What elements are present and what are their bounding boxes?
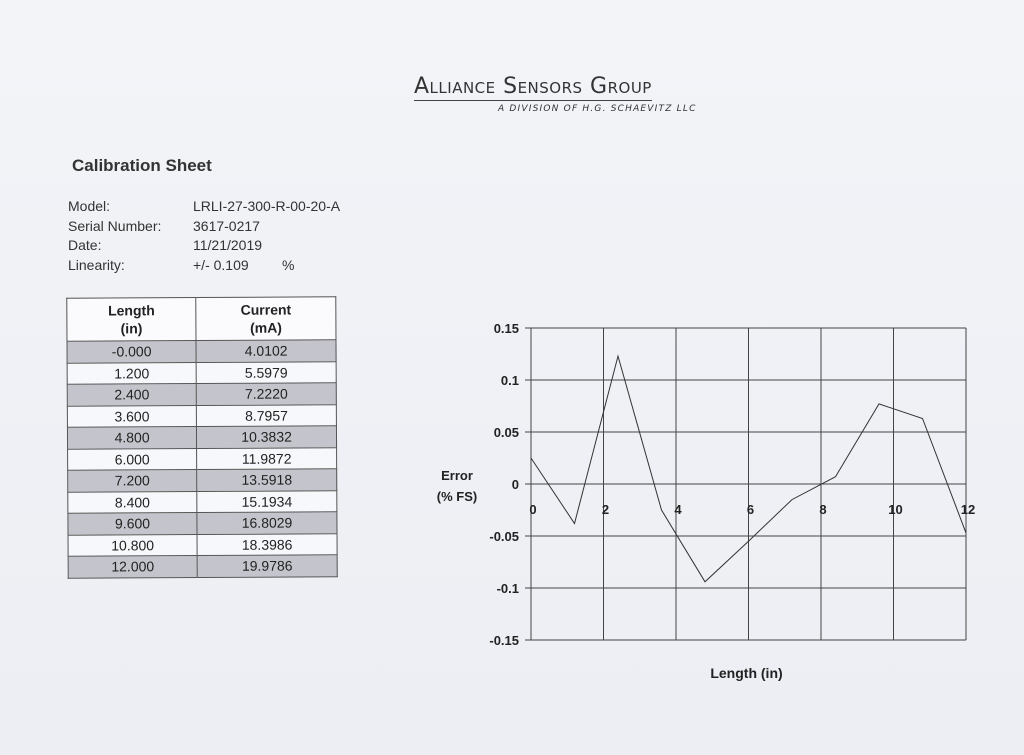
x-tick-label: 12: [960, 502, 976, 517]
error-chart-svg: [420, 310, 1000, 690]
length-cell: 8.400: [68, 491, 197, 513]
x-tick-label: 0: [529, 502, 537, 517]
y-tick-label: 0.1: [500, 373, 519, 388]
current-column-header: [196, 297, 336, 341]
company-name: Alliance Sensors Group: [414, 74, 652, 99]
y-tick-label: -0.15: [489, 633, 519, 648]
table-row: [68, 512, 337, 535]
table-row: [68, 533, 337, 556]
linearity-label: Linearity:: [68, 256, 125, 273]
length-cell: 12.000: [68, 556, 197, 578]
x-tick-label: 10: [888, 502, 903, 517]
table-header-row: [67, 297, 336, 341]
linearity-unit: %: [282, 256, 295, 273]
serial-label: Serial Number:: [68, 217, 162, 234]
current-cell: 15.1934: [197, 490, 337, 512]
length-cell: 9.600: [68, 513, 197, 535]
y-tick-label: 0.15: [493, 321, 519, 336]
table-row: [68, 555, 337, 578]
sheet-title: Calibration Sheet: [72, 156, 212, 175]
current-cell: 13.5918: [197, 469, 337, 491]
table-row: [67, 383, 336, 406]
table-row: [67, 340, 336, 363]
table-row: [67, 404, 336, 427]
date-value: 11/21/2019: [193, 237, 263, 253]
x-tick-label: 2: [601, 502, 610, 517]
calibration-table: [66, 296, 337, 578]
y-tick-label: -0.1: [496, 581, 519, 596]
length-cell: 2.400: [67, 384, 196, 406]
company-division: A DIVISION OF H.G. SCHAEVITZ LLC: [498, 104, 697, 114]
current-cell: 19.9786: [197, 555, 337, 577]
current-cell: 8.7957: [196, 404, 336, 426]
length-cell: 3.600: [67, 405, 196, 427]
current-cell: 4.0102: [196, 340, 336, 362]
table-row: [68, 447, 337, 470]
current-cell: 16.8029: [197, 512, 337, 534]
current-cell: 10.3832: [197, 426, 337, 448]
y-tick-label: 0: [511, 477, 519, 492]
length-header-label: Length: [108, 302, 155, 319]
current-cell: 5.5979: [196, 361, 336, 383]
length-cell: 4.800: [67, 427, 196, 449]
length-column-header: [67, 298, 196, 342]
y-axis-unit-label: (% FS): [436, 489, 478, 504]
length-cell: 1.200: [67, 362, 196, 384]
table-row: [67, 426, 336, 449]
x-tick-label: 6: [746, 502, 755, 517]
y-axis-label: Error: [441, 468, 473, 483]
date-label: Date:: [68, 237, 102, 253]
x-axis-label: Length (in): [710, 665, 783, 681]
current-header-unit: (mA): [250, 319, 282, 336]
model-value: LRLI-27-300-R-00-20-A: [193, 198, 341, 214]
length-cell: 10.800: [68, 534, 197, 556]
length-cell: -0.000: [67, 341, 196, 363]
error-chart: [420, 310, 1000, 695]
current-header-label: Current: [240, 301, 292, 318]
serial-value: 3617-0217: [193, 217, 260, 234]
current-cell: 7.2220: [196, 383, 336, 405]
x-tick-label: 8: [819, 502, 827, 517]
table-row: [67, 361, 336, 384]
y-tick-label: -0.05: [489, 529, 519, 544]
current-cell: 18.3986: [197, 533, 337, 555]
table-row: [68, 490, 337, 513]
linearity-value: +/- 0.109: [193, 256, 249, 273]
current-cell: 11.9872: [197, 447, 337, 469]
company-logo: [414, 74, 714, 114]
x-tick-label: 4: [674, 502, 682, 517]
y-tick-label: 0.05: [493, 425, 519, 440]
table-row: [68, 469, 337, 492]
model-label: Model:: [68, 198, 111, 214]
length-header-unit: (in): [120, 320, 143, 337]
length-cell: 6.000: [68, 448, 197, 470]
length-cell: 7.200: [68, 470, 197, 492]
